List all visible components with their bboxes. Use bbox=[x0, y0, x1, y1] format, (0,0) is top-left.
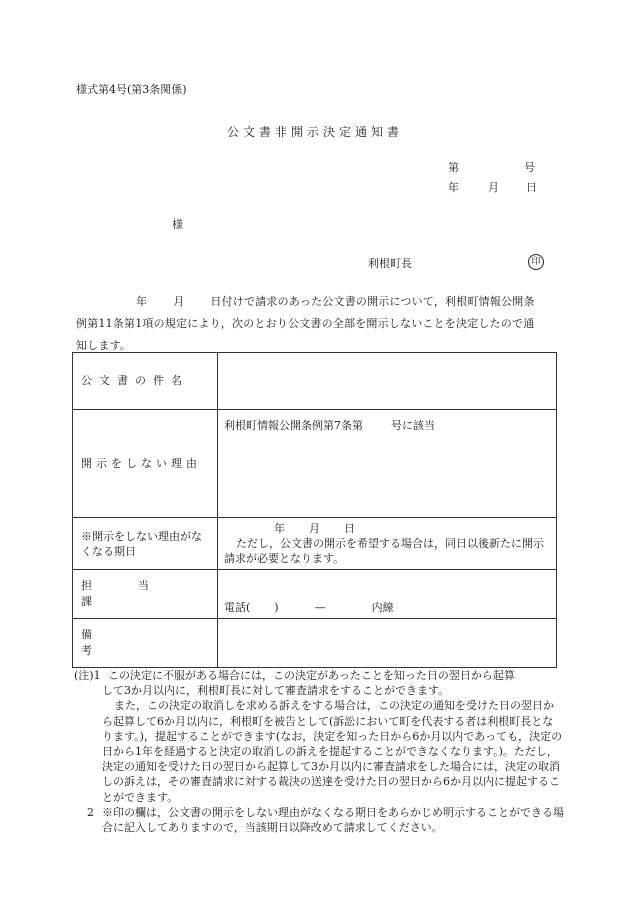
addressee-honorific: 様 bbox=[172, 218, 183, 231]
doc-title-label: 公文書の件名 bbox=[81, 374, 189, 388]
intro-year: 年 bbox=[136, 295, 148, 308]
remarks-value-cell bbox=[218, 619, 557, 668]
number-suffix: 号 bbox=[524, 161, 535, 174]
seal-mark: 印 bbox=[528, 254, 544, 270]
staff-label-cell bbox=[73, 570, 218, 619]
decision-table bbox=[72, 352, 557, 668]
reason-value-cell bbox=[218, 410, 557, 518]
intro-paragraph bbox=[76, 291, 562, 357]
reason-suffix: 号に該当 bbox=[391, 419, 435, 432]
notes-prefix: (注)1 bbox=[74, 669, 101, 682]
intro-line2: 例第11条第1項の規定により，次のとおり公文書の全部を開示しないことを決定したので通 bbox=[76, 317, 535, 330]
note-1-paragraph2: また，この決定の取消しを求める訴えをする場合は，この決定の通知を受けた日の翌日から起算して6か月以内に，利根町を被告として(訴訟において町を代表する者は利根町長となります。)，提起することができます(なお，決定を知った日から6か月以内であっても，決定の日から1年を経過すると決定の取消しの訴えを提起することができなくなります。)。ただし，決定の通知を受けた日の翌日から起算して3か月以内に審査請求をした場合には，決定の取消しの訴えは，その審査請求に対する裁決の送達を受けた日の翌日から6か月以内に提起することができます。 bbox=[102, 699, 563, 804]
intro-line3: 知します。 bbox=[76, 339, 132, 352]
remarks-label-cell bbox=[73, 619, 218, 668]
table-row bbox=[73, 353, 557, 410]
staff-label: 担当課 bbox=[81, 579, 195, 608]
intro-month: 月 bbox=[173, 295, 185, 308]
note-2-text: ※印の欄は，公文書の開示をしない理由がなくなる期日をあらかじめ明示することができる場合に記入してありますので，当該期日以降改めて請求してください。 bbox=[102, 805, 564, 835]
period-label-cell bbox=[73, 518, 218, 570]
table-row bbox=[73, 410, 557, 518]
notes-section bbox=[74, 668, 564, 835]
period-note: ただし，公文書の開示を希望する場合は，同日以後新たに開示請求が必要となります。 bbox=[224, 537, 544, 565]
reason-label: 開示をしない理由 bbox=[81, 456, 201, 470]
remarks-label: 備考 bbox=[81, 628, 186, 657]
reason-prefix: 利根町情報公開条例第7条第 bbox=[224, 419, 363, 432]
note-1-line1: この決定に不服がある場合には，この決定があったことを知った日の翌日から起算 bbox=[108, 669, 515, 682]
phone-close: ) bbox=[274, 601, 279, 615]
note-1-line2: して3か月以内に，利根町長に対して審査請求をすることができます。 bbox=[102, 684, 450, 698]
period-day: 日 bbox=[344, 522, 355, 535]
date-month: 月 bbox=[488, 181, 499, 194]
date-day: 日 bbox=[526, 181, 537, 194]
doc-title-label-cell bbox=[73, 353, 218, 410]
period-value-cell bbox=[218, 518, 557, 570]
table-row bbox=[73, 619, 557, 668]
number-prefix: 第 bbox=[448, 161, 459, 174]
form-number: 様式第4号(第3条関係) bbox=[76, 83, 187, 96]
phone-label: 電話( bbox=[224, 601, 251, 615]
period-year: 年 bbox=[274, 522, 285, 535]
document-title: 公文書非開示決定通知書 bbox=[226, 125, 403, 139]
date-year: 年 bbox=[448, 181, 459, 194]
phone-dash: — bbox=[314, 601, 326, 615]
reason-label-cell bbox=[73, 410, 218, 518]
period-label: ※開示をしない理由がなくなる期日 bbox=[81, 529, 202, 558]
phone-extension: 内線 bbox=[371, 601, 394, 615]
table-row bbox=[73, 570, 557, 619]
staff-value-cell bbox=[218, 570, 557, 619]
issuer-name: 利根町長 bbox=[368, 257, 412, 270]
note-2-number: 2 bbox=[87, 805, 94, 819]
period-month: 月 bbox=[309, 522, 320, 535]
table-row bbox=[73, 518, 557, 570]
doc-title-value-cell bbox=[218, 353, 557, 410]
intro-line1: 日付けで請求のあった公文書の開示について，利根町情報公開条 bbox=[210, 295, 535, 308]
